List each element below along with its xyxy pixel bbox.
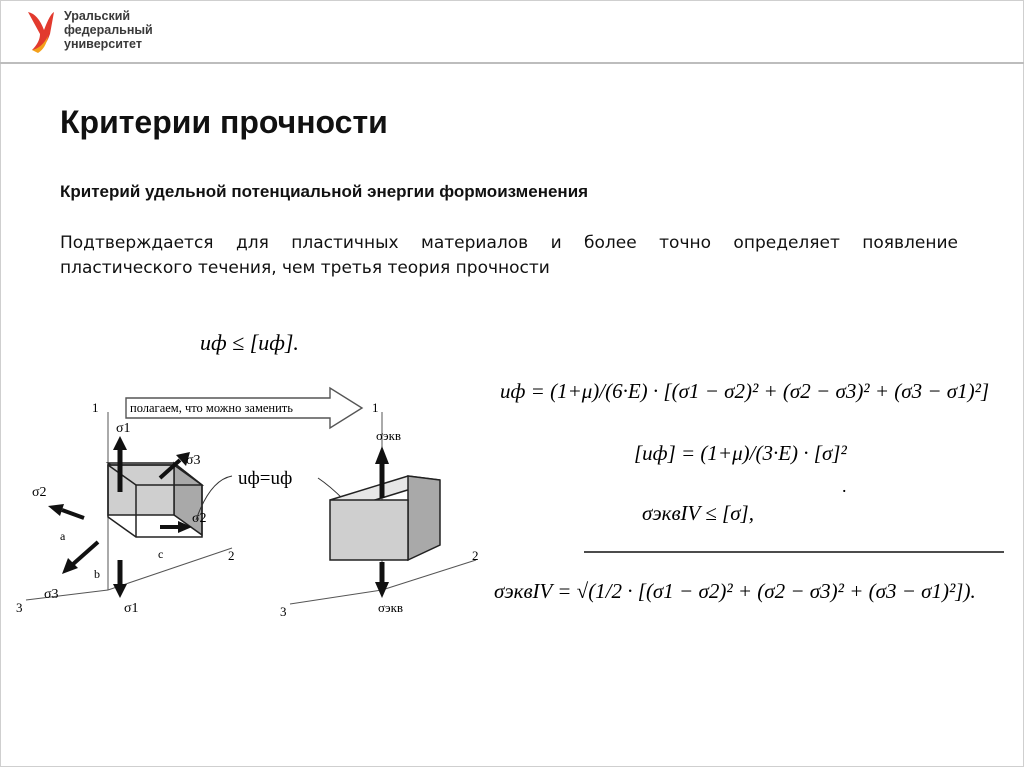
sigma1-bottom-label: σ1 (124, 601, 139, 616)
left-axis-3-label: 3 (16, 600, 23, 615)
formula-equivalent-stress: σэквIV = √(1/2 · [(σ1 − σ2)² + (σ2 − σ3)² + (σ3 − σ1)²]). (494, 579, 976, 603)
left-axis-1-label: 1 (92, 400, 99, 415)
formula-condition: uф ≤ [uф]. (200, 330, 299, 355)
header (0, 0, 1024, 64)
sigma1-top-label: σ1 (116, 421, 131, 436)
sigma2-right-label: σ2 (192, 511, 207, 526)
left-axis-2-label: 2 (228, 548, 235, 563)
sigma-ekv-bottom-label: σэкв (378, 600, 404, 615)
replace-caption: полагаем, что можно заменить (130, 401, 293, 415)
formula-energy-text: uф = (1+μ)/(6·E) · [(σ1 − σ2)² + (σ2 − σ3)² + (σ3 − σ1)²] (500, 379, 990, 403)
axis-3-label: 3 (280, 604, 287, 619)
right-cube (280, 400, 479, 619)
sigma-ekv-top-label: σэкв (376, 428, 402, 443)
logo-line-1: Уральский (64, 9, 131, 23)
edge-c-label: c (158, 547, 164, 561)
replace-arrow (126, 388, 362, 428)
edge-b-label: b (94, 567, 100, 581)
header-divider (0, 62, 1024, 64)
stray-dot: . (842, 476, 847, 496)
axis-1-label: 1 (372, 400, 379, 415)
sigma3-bottom-label: σ3 (44, 587, 59, 602)
university-logo-text (64, 9, 153, 51)
logo-line-3: университет (64, 37, 142, 51)
logo-line-2: федеральный (64, 23, 153, 37)
energy-equality: uф=uф (238, 468, 293, 489)
sigma3-top-label: σ3 (186, 453, 201, 468)
left-cube (16, 400, 235, 616)
section-subtitle: Критерий удельной потенциальной энергии формоизменения (60, 182, 589, 201)
stress-diagram (0, 300, 1024, 630)
paragraph-line-1: Подтверждается для пластичных материалов и более точно определяет появление (60, 233, 958, 253)
sigma2-left-label: σ2 (32, 485, 47, 500)
university-logo-icon (24, 8, 58, 54)
edge-a-label: a (60, 529, 66, 543)
description-paragraph (60, 231, 958, 281)
formula-allowable-energy: [uф] = (1+μ)/(3·E) · [σ]² (634, 441, 847, 465)
formula-strength-condition: σэквIV ≤ [σ], (642, 501, 754, 525)
axis-2-label: 2 (472, 548, 479, 563)
page-title: Критерии прочности (60, 104, 388, 140)
paragraph-line-2: пластического течения, чем третья теория прочности (60, 258, 550, 278)
